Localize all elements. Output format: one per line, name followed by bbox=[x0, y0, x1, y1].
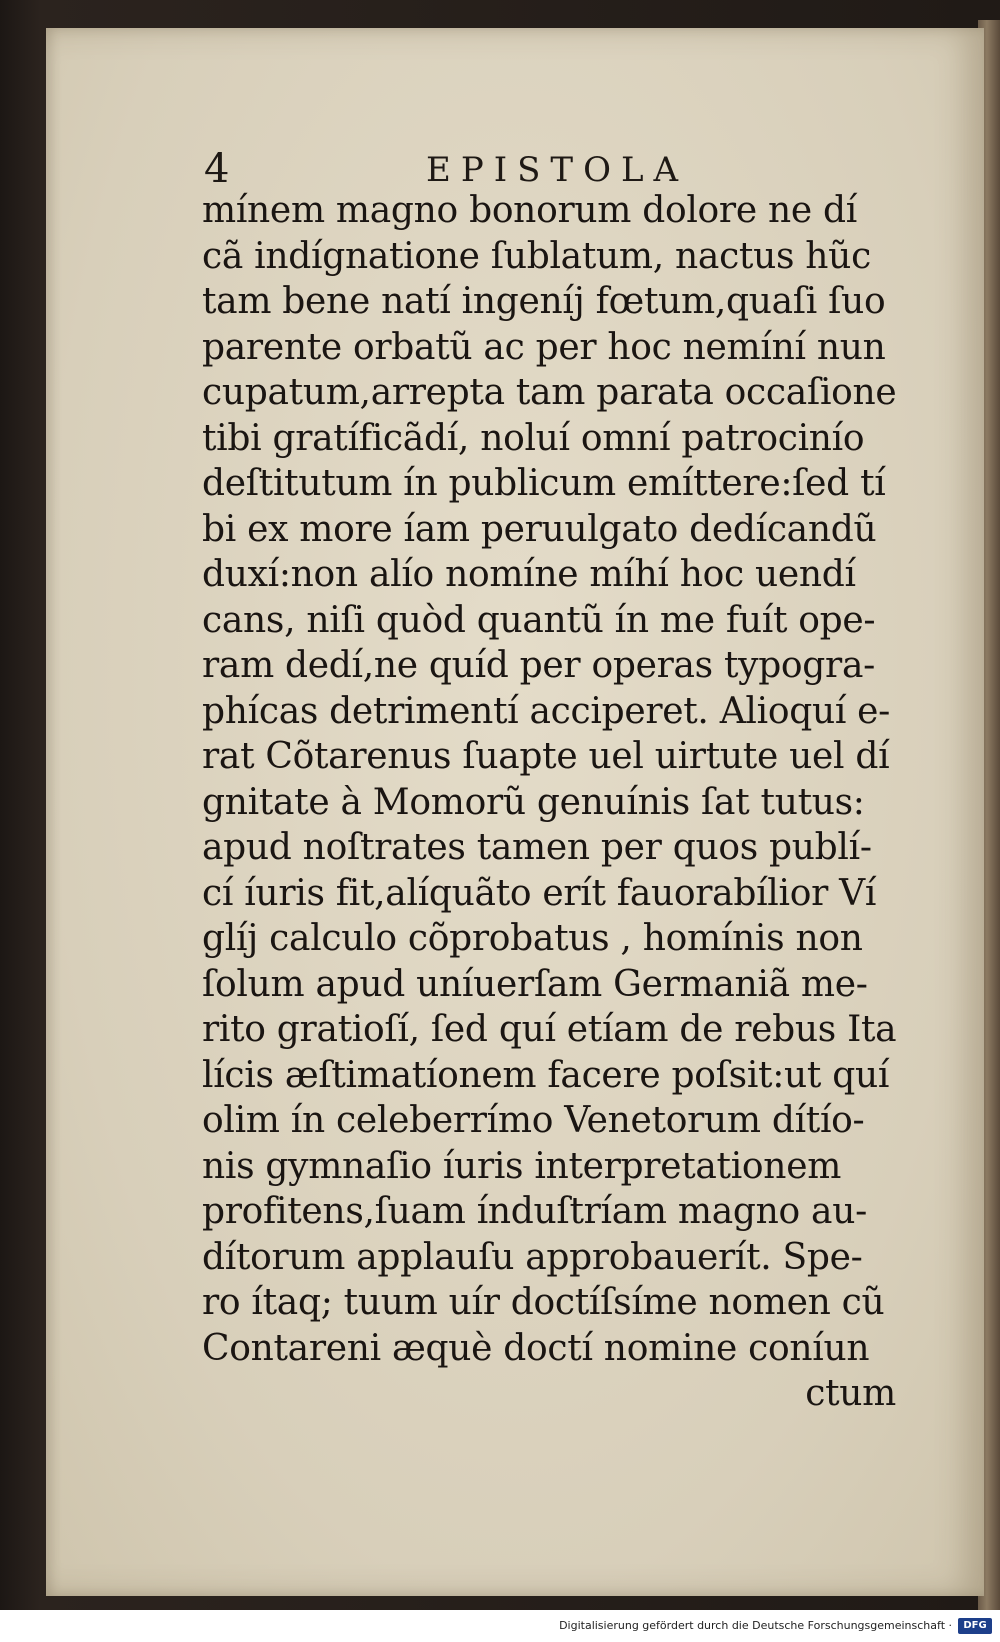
funding-credit: Digitalisierung gefördert durch die Deutsche Forschungsgemeinschaft · bbox=[559, 1619, 952, 1632]
text-line: ſolum apud uníuerſam Germaniã me- bbox=[202, 963, 868, 1005]
text-line: apud noſtrates tamen per quos publí- bbox=[202, 827, 872, 868]
dfg-logo-icon: DFG bbox=[958, 1618, 992, 1634]
running-head: EPISTOLA bbox=[426, 150, 689, 190]
text-line: olim ín celeberrímo Venetorum dítío- bbox=[202, 1100, 865, 1141]
text-line: cans, niſi quòd quantũ ín me fuít ope- bbox=[202, 599, 876, 641]
text-line: glíj calculo cõprobatus , homínis non bbox=[202, 918, 863, 959]
text-line: Contareni æquè doctí nomine coníun bbox=[202, 1327, 870, 1369]
text-line: ro ítaq; tuum uír doctíſsíme nomen cũ bbox=[202, 1282, 885, 1323]
text-line: bi ex more íam peruulgato dedícandũ bbox=[202, 508, 877, 550]
text-line: profitens,ſuam índuſtríam magno au- bbox=[202, 1191, 867, 1232]
text-line: parente orbatũ ac per hoc nemíní nun bbox=[202, 326, 886, 368]
text-line: cupatum,arrepta tam parata occaſione bbox=[202, 372, 897, 413]
text-line: duxí:non alío nomíne míhí hoc uendí bbox=[202, 554, 856, 595]
text-line: cí íuris fit,alíquãto erít fauorabílior Ví bbox=[202, 872, 877, 914]
text-line: phícas detrimentí acciperet. Alioquí e- bbox=[202, 690, 891, 732]
text-line: rito gratioſí, ſed quí etíam de rebus Ita bbox=[202, 1009, 897, 1050]
text-line: tibi gratíficãdí, noluí omní patrocinío bbox=[202, 417, 865, 459]
text-block bbox=[202, 188, 902, 1417]
text-line: lícis æſtimatíonem facere poſsit:ut quí bbox=[202, 1054, 890, 1096]
text-line: mínem magno bonorum dolore ne dí bbox=[202, 190, 857, 231]
page-number: 4 bbox=[204, 146, 230, 192]
text-line: cã indígnatione ſublatum, nactus hũc bbox=[202, 235, 871, 277]
catchword: ctum bbox=[805, 1373, 896, 1414]
text-line: gnitate à Momorũ genuínis ſat tutus: bbox=[202, 781, 865, 823]
text-line: rat Cõtarenus ſuapte uel uirtute uel dí bbox=[202, 736, 890, 777]
footer-bar bbox=[0, 1610, 1000, 1642]
text-line: deſtitutum ín publicum emíttere:ſed tí bbox=[202, 463, 886, 504]
text-line: dítorum applauſu approbauerít. Spe- bbox=[202, 1236, 863, 1278]
text-line: ram dedí,ne quíd per operas typogra- bbox=[202, 645, 875, 686]
text-line: nis gymnaſio íuris interpretationem bbox=[202, 1145, 842, 1187]
text-line: tam bene natí ingeníj fœtum,quaſi ſuo bbox=[202, 281, 886, 322]
book-page bbox=[46, 28, 984, 1596]
